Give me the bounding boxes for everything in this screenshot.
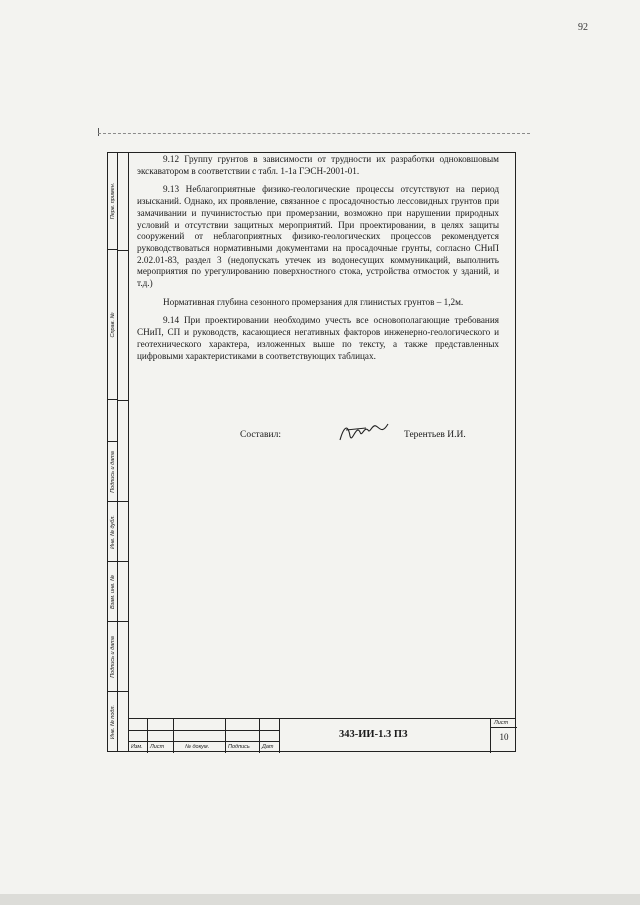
signature <box>336 420 392 448</box>
title-block <box>129 718 516 753</box>
document-body <box>137 154 499 369</box>
side-label-inv-podl: Инв. № подл. <box>109 704 116 740</box>
side-cell-podp-data-bottom <box>107 622 118 692</box>
side-cell-podp-data-top <box>107 442 118 502</box>
side-stamp-strip <box>107 152 129 752</box>
side-cell-empty <box>107 400 118 442</box>
side-divider <box>118 502 129 562</box>
document-code: 343-ИИ-1.3 ПЗ <box>339 729 408 740</box>
stamp-head-list: Лист <box>150 744 165 750</box>
paragraph-9-13: 9.13 Неблагоприятные физико-геологические процессы отсутствуют на период изысканий. Однако, их проявление, связанное с просадочностью лессовидных грунтов при замачивании и пучинистостью при промерзании, возможно при нарушении природных условий и отсутствии защитных мероприятий. При проектировании, в целях защиты сооружений от неблагоприятных физико-геологических процессов рекомендуется руководствоваться нормативными документами на просадочные грунты, согласно СНиП 2.02.01-83, раздел 3 (недопускать утечек из водонесущих коммуникаций, выполнить мероприятия по урегулированию поверхностного стока, устройства отмосток у зданий, и т.д.) <box>137 184 499 289</box>
side-label-podp-data-bottom: Подпись и дата <box>109 635 116 678</box>
paragraph-9-14: 9.14 При проектировании необходимо учесть все основополагающие требования СНиП, СП и руководств, касающиеся негативных факторов инженерно-геологического и геотехнического характера, изложенных выше по тексту, а также представленных цифровыми характеристиками в соответствующих таблицах. <box>137 315 499 361</box>
compiler-name: Терентьев И.И. <box>404 430 466 440</box>
scan-bottom-edge <box>0 894 640 905</box>
side-divider <box>118 622 129 692</box>
sheet-box <box>490 719 517 753</box>
scan-mark <box>98 128 99 136</box>
grid-line <box>173 719 174 753</box>
grid-line <box>279 719 280 753</box>
side-label-podp-data-top: Подпись и дата <box>109 450 116 493</box>
side-divider <box>118 250 129 251</box>
scan-line <box>98 133 530 134</box>
side-label-perv-primen: Перв. примен. <box>109 182 116 219</box>
grid-line <box>129 730 279 731</box>
grid-line <box>129 741 279 742</box>
side-cell-sprav <box>107 250 118 400</box>
stamp-head-podpis: Подпись <box>228 744 250 750</box>
page-number: 92 <box>578 22 588 33</box>
side-divider <box>118 562 129 622</box>
grid-line <box>225 719 226 753</box>
paragraph-frost-depth: Нормативная глубина сезонного промерзания для глинистых грунтов – 1,2м. <box>163 296 464 307</box>
side-divider <box>118 400 129 401</box>
side-strip-value-column <box>118 152 129 752</box>
sheet-number: 10 <box>499 732 509 742</box>
side-label-inv-dubl: Инв. № дубл. <box>109 514 116 549</box>
grid-line <box>147 719 148 753</box>
compiler-label: Составил: <box>240 430 281 440</box>
side-label-sprav: Справ. № <box>109 312 116 337</box>
side-cell-inv-podl <box>107 692 118 752</box>
side-label-vzam-inv: Взам. инв. № <box>109 574 116 609</box>
stamp-head-ndokum: № докум. <box>185 744 210 750</box>
side-strip-label-column <box>107 152 118 752</box>
paragraph-9-12: 9.12 Группу грунтов в зависимости от трудности их разработки одноковшовым экскаватором в соответствии с табл. 1-1а ГЭСН-2001-01. <box>137 154 499 176</box>
sheet-label: Лист <box>494 720 509 726</box>
side-cell-vzam-inv <box>107 562 118 622</box>
side-cell-perv-primen <box>107 152 118 250</box>
side-divider <box>118 442 129 502</box>
side-cell-inv-dubl <box>107 502 118 562</box>
sheet-divider <box>491 727 517 728</box>
stamp-head-data: Дат <box>262 744 274 750</box>
grid-line <box>259 719 260 753</box>
stamp-head-izm: Изм. <box>131 744 143 750</box>
